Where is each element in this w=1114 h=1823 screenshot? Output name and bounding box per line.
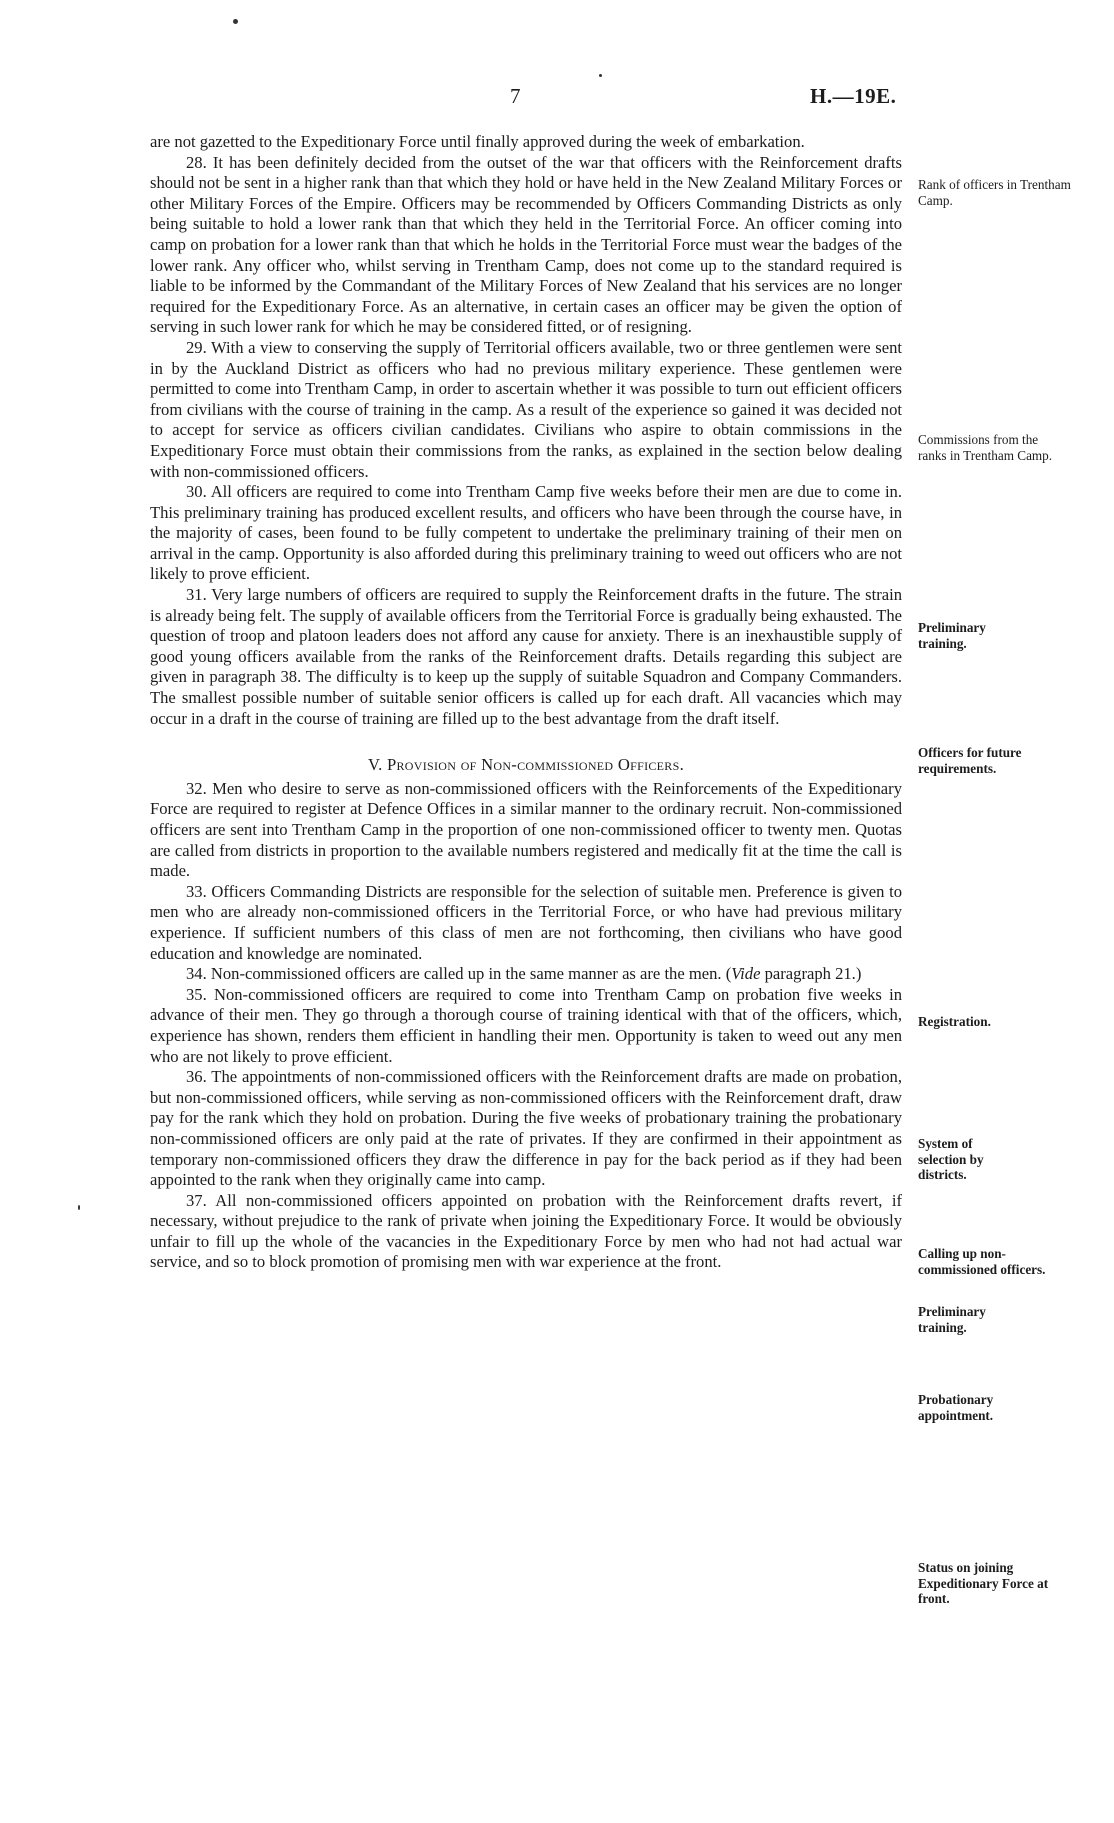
paragraph-34-ref: paragraph 21.) (760, 964, 862, 984)
paragraph-35: 35. Non-commissioned officers are required to come into Trentham Camp on probation five weeks in advance of their men. They go through a thorough course of training identical with that of the officers, which, experience has shown, renders them efficient in handling their men. Opportunity is taken to weed out any men who are not likely to prove efficient. (150, 984, 902, 1066)
paragraph-36: 36. The appointments of non-commissioned officers with the Reinforcement drafts are made on probation, but non-commissioned officers, while serving as non-commissioned officers with the Reinforcement draft, draw pay for the rank which they hold on probation. During the five weeks of probationary training the probationary non-commissioned officers are only paid at the rate of privates. If they are confirmed in their appointment as temporary non-commissioned officers they draw the difference in pay for the back period as if they had been appointed to the rank when they originally came into camp. (150, 1067, 902, 1190)
scan-speck (233, 19, 238, 24)
margin-note-commissions: Commissions from the ranks in Trentham Camp. (918, 432, 1053, 463)
paragraph-28: 28. It has been definitely decided from the outset of the war that officers with the Reinforcement drafts should not be sent in a higher rank than that which they hold or have held in the New Zealand Military Forces or other Military Forces of the Empire. Officers may be recommended by Officers Commanding Districts as only being suitable to hold a lower rank than that which they held in the Territorial Force. An officer coming into camp on probation for a lower rank than that which he holds in the Territorial Force must wear the badges of the lower rank. Any officer who, whilst serving in Trentham Camp, does not come up to the standard required is liable to be informed by the Commandant of the Military Forces of New Zealand that his services are no longer required for the Expeditionary Force. As an alternative, in certain cases an officer may be given the option of serving in such lower rank for which he may be considered fitted, or of resigning. (150, 152, 902, 337)
margin-note-registration: Registration. (918, 1014, 991, 1029)
paragraph-34: 34. Non-commissioned officers are called up in the same manner as are the men. (Vide paragraph 21.) (186, 964, 862, 984)
body-text (150, 132, 902, 1273)
paragraph-29: 29. With a view to conserving the supply of Territorial officers available, two or three gentlemen were sent in by the Auckland District as officers who had no previous military experience. These gentlemen were permitted to come into Trentham Camp, in order to ascertain whether it was possible to turn out efficient officers from civilians with the course of training in the camp. As a result of the experience so gained it was decided not to accept for service as officers civilian candidates. Civilians who aspire to obtain commissions in the Expeditionary Force must obtain their commissions from the ranks, as explained in the section below dealing with non-commissioned officers. (150, 337, 902, 481)
margin-note-status-on-joining: Status on joining Expeditionary Force at front. (918, 1560, 1049, 1606)
margin-note-calling-up: Calling up non-commissioned officers. (918, 1246, 1046, 1277)
page-number: 7 (510, 84, 521, 108)
paragraph-continuation: are not gazetted to the Expeditionary Force until finally approved during the week of embarkation. (150, 132, 805, 151)
document-reference: H.—19E. (810, 84, 897, 108)
margin-note-system-of-selection: System of selection by districts. (918, 1136, 984, 1182)
paragraph-30: 30. All officers are required to come into Trentham Camp five weeks before their men are due to come in. This preliminary training has produced excellent results, and officers who have been through the course have, in the majority of cases, been found to be fully competent to undertake the preliminary training of their men on arrival in the camp. Opportunity is also afforded during this preliminary training to weed out officers who are not likely to prove efficient. (150, 482, 902, 584)
paragraph-31: 31. Very large numbers of officers are required to supply the Reinforcement drafts in the future. The strain is already being felt. The supply of available officers from the Territorial Force is gradually being exhausted. The question of troop and platoon leaders does not afford any cause for anxiety. There is an inexhaustible supply of good young officers available from the ranks of the Reinforcement drafts. Details regarding this subject are given in paragraph 38. The difficulty is to keep up the supply of suitable Squadron and Company Commanders. The smallest possible number of suitable senior officers is called up for each draft. All vacancies which may occur in a draft in the course of training are filled up to the best advantage from the draft itself. (150, 585, 902, 728)
margin-note-preliminary-training-2: Preliminary training. (918, 1304, 986, 1335)
margin-note-probationary: Probationary appointment. (918, 1392, 994, 1423)
paragraph-37: 37. All non-commissioned officers appointed on probation with the Reinforcement drafts revert, if necessary, without prejudice to the rank of private when joining the Expeditionary Force. It would be obviously unfair to fill up the whole of the vacancies in the Expeditionary Force by men who had not had actual war service, and so to block promotion of promising men with war experience at the front. (150, 1190, 902, 1272)
paragraph-33: 33. Officers Commanding Districts are responsible for the selection of suitable men. Preference is given to men who are already non-commissioned officers in the Territorial Force, or who have had previous military experience. If sufficient numbers of this class of men are not forthcoming, then civilians who have good education and knowledge are nominated. (150, 881, 902, 963)
scan-speck (78, 1205, 80, 1210)
paragraph-32: 32. Men who desire to serve as non-commissioned officers with the Reinforcements of the Expeditionary Force are required to register at Defence Offices in a similar manner to the ordinary recruit. Non-commissioned officers are sent into Trentham Camp in the proportion of one non-commissioned officer to twenty men. Quotas are called from districts in proportion to the available numbers registered and medically fit at the time the call is made. (150, 778, 902, 881)
margin-note-rank-of-officers: Rank of officers in Trentham Camp. (918, 177, 1071, 208)
vide-italic: Vide (731, 964, 761, 984)
scan-speck (599, 74, 602, 77)
margin-note-officers-future: Officers for future requirements. (918, 745, 1022, 776)
page-header (0, 84, 1114, 114)
section-heading: V. Provision of Non-commissioned Officers. (367, 755, 685, 775)
margin-note-preliminary-training: Preliminary training. (918, 620, 986, 651)
paragraph-34-text: 34. Non-commissioned officers are called up in the same manner as are the men. (186, 964, 722, 984)
